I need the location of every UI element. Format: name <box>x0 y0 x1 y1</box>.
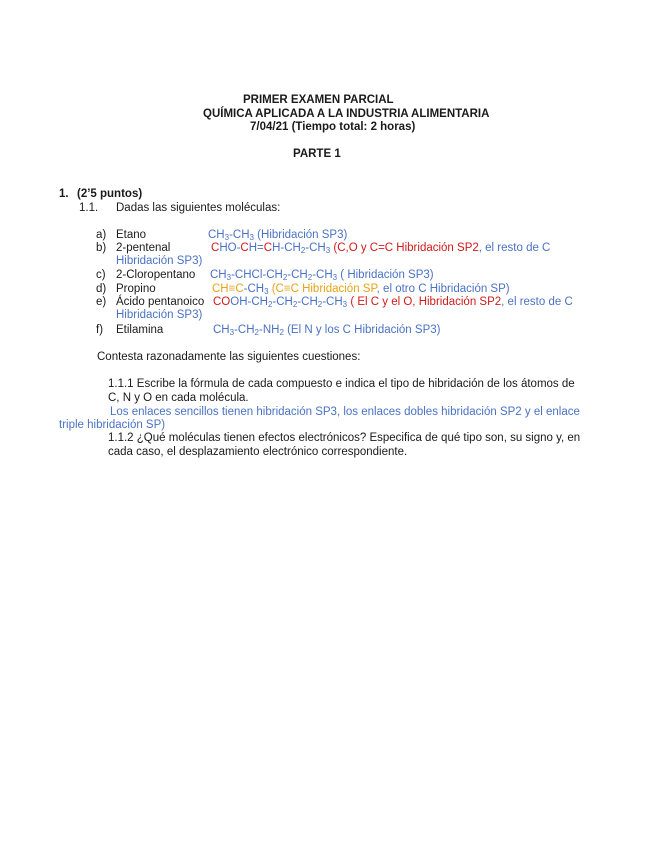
hybridization-note: , el otro C Hibridación SP) <box>376 283 510 295</box>
hybridization-note: (C,O y C=C Hibridación SP2 <box>330 242 479 254</box>
item-letter: e) <box>96 296 107 308</box>
hybridization-note: ( El C y el O, Hibridación SP2 <box>347 296 502 308</box>
item-answer-continuation: Hibridación SP3) <box>116 255 203 267</box>
item-letter: b) <box>96 242 107 254</box>
item-answer-b: CHO-$CH=CH-CH_2-CH_3$ (C,O y C=C Hibridación SP2, el resto de C <box>211 242 551 255</box>
item-name: Etilamina <box>116 324 164 336</box>
question-number: 1. <box>59 188 69 200</box>
item-answer-d: $CH\equiv C-CH_3$ (C≡C Hibridación SP, el otro C Hibridación SP) <box>212 283 510 296</box>
item-name: Ácido pentanoico <box>116 296 205 308</box>
question-1-1-2: 1.1.2 ¿Qué moléculas tienen efectos electrónicos? Especifica de qué tipo son, su signo y, en <box>108 432 581 444</box>
item-answer-e: COOH-$CH_2-CH_2-CH_2-CH_3$ ( El C y el O, Hibridación SP2, el resto de C <box>213 296 573 309</box>
item-letter: d) <box>96 283 107 295</box>
answer-1-1-1-cont: triple hibridación SP) <box>59 419 166 431</box>
hybridization-note: ( Hibridación SP3) <box>337 269 434 281</box>
instruction-text: Contesta razonadamente las siguientes cuestiones: <box>97 351 361 363</box>
item-answer-c: $CH_3-CHCl-CH_2-CH_2-CH_3$ ( Hibridación SP3) <box>210 269 434 282</box>
question-1-1-2-cont: cada caso, el desplazamiento electrónico correspondiente. <box>108 446 408 458</box>
subquestion-text: Dadas las siguientes moléculas: <box>116 202 281 214</box>
hybridization-note: (El N y los C Hibridación SP3) <box>283 324 441 336</box>
item-letter: c) <box>96 269 106 281</box>
question-points: (2’5 puntos) <box>77 188 143 200</box>
question-1-1-1-cont: C, N y O en cada molécula. <box>108 392 249 404</box>
course-title: QUÍMICA APLICADA A LA INDUSTRIA ALIMENTARIA <box>203 108 490 120</box>
part-heading: PARTE 1 <box>293 148 341 160</box>
item-answer-continuation: Hibridación SP3) <box>116 309 203 321</box>
item-name: Etano <box>116 229 147 241</box>
exam-date: 7/04/21 (Tiempo total: 2 horas) <box>250 121 416 133</box>
hybridization-note: (Hibridación SP3) <box>253 229 348 241</box>
item-letter: a) <box>96 229 107 241</box>
answer-1-1-1: Los enlaces sencillos tienen hibridación SP3, los enlaces dobles hibridación SP2 y el enlace <box>110 406 580 418</box>
exam-title: PRIMER EXAMEN PARCIAL <box>243 94 394 106</box>
item-name: Propino <box>116 283 156 295</box>
item-name: 2-Cloropentano <box>116 269 196 281</box>
subquestion-number: 1.1. <box>79 202 99 214</box>
hybridization-note: (C≡C Hibridación SP <box>268 283 377 295</box>
item-answer-f: $CH_3-CH_2-NH_2$ (El N y los C Hibridación SP3) <box>213 324 441 337</box>
question-1-1-1: 1.1.1 Escribe la fórmula de cada compuesto e indica el tipo de hibridación de los átomos de <box>108 378 575 390</box>
item-answer-a: $CH_3-CH_3$ (Hibridación SP3) <box>208 229 348 242</box>
hybridization-note: , el resto de C <box>478 242 551 254</box>
hybridization-note: , el resto de C <box>501 296 573 308</box>
item-name: 2-pentenal <box>116 242 171 254</box>
item-letter: f) <box>96 324 104 336</box>
